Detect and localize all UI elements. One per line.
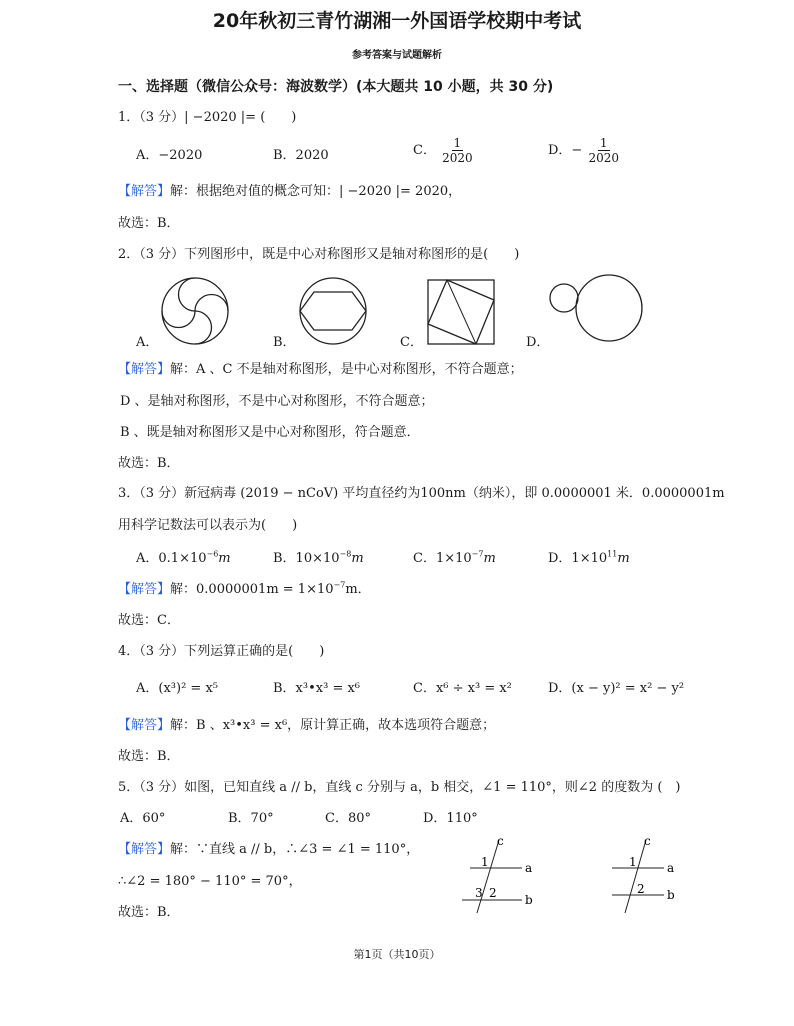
q4-stem: 4．（3 分）下列运算正确的是( )	[118, 644, 325, 659]
q4-explanation: 【解答】解：B 、x³•x³ = x⁶，原计算正确，故本选项符合题意；	[118, 718, 496, 733]
q5-right-label-b: b	[667, 888, 675, 902]
q3-explanation: 【解答】解：$0.0000001m = 1\times 10^{-7}m$．	[118, 580, 371, 597]
q5-option-a: A．60°	[120, 811, 166, 826]
q2-figure-a	[162, 278, 228, 344]
q1-option-c: C． $\frac{1}{2020}$	[413, 136, 473, 165]
answer-tag: 【解答】	[118, 184, 171, 199]
q5-figure-right	[612, 840, 664, 913]
q2-figure-c	[428, 280, 494, 344]
q3-option-a: A．$0.1\times 10^{-6}m$	[136, 549, 231, 566]
q3-option-b: B．$10\times 10^{-8}m$	[273, 549, 364, 566]
q4-option-b: B．x³•x³ = x⁶	[273, 681, 361, 696]
q5-left-label-2: 2	[489, 886, 497, 900]
q1-option-d: D．− $\frac{1}{2020}$	[548, 136, 620, 165]
q2-explanation-3: B 、既是轴对称图形又是中心对称图形，符合题意．	[120, 425, 420, 440]
q2-explanation-1: 【解答】解：A 、C 不是轴对称图形，是中心对称图形，不符合题意；	[118, 362, 523, 377]
answer-tag: 【解答】	[118, 362, 171, 377]
q4-option-c: C．x⁶ ÷ x³ = x²	[413, 681, 512, 696]
answer-tag: 【解答】	[118, 718, 171, 733]
q5-left-label-b: b	[525, 893, 533, 907]
q3-stem-2: 用科学记数法可以表示为( )	[118, 518, 298, 533]
q5-option-c: C．80°	[325, 811, 371, 826]
answer-tag: 【解答】	[118, 842, 171, 857]
q2-explanation-2: D 、是轴对称图形，不是中心对称图形，不符合题意；	[120, 394, 434, 409]
q3-choice: 故选：C．	[118, 613, 180, 628]
q1-option-a: A．−2020	[136, 148, 203, 163]
q3-stem-1: 3．（3 分）新冠病毒 (2019 − nCoV) 平均直径约为100nm（纳米），即 0.0000001 米．0.0000001m	[118, 486, 725, 501]
q5-left-label-3: 3	[475, 886, 483, 900]
q5-figure-left	[462, 840, 522, 913]
q1-option-b: B．2020	[273, 148, 329, 163]
q4-option-d: D．(x − y)² = x² − y²	[548, 681, 685, 696]
q5-stem: 5．（3 分）如图，已知直线 a // b，直线 c 分别与 a，b 相交，∠1 = 110°，则∠2 的度数为 ( )	[118, 780, 681, 795]
q5-explanation-1: 【解答】解：∵直线 a // b，∴∠3 = ∠1 = 110°，	[118, 842, 420, 857]
q1-explanation: 【解答】解：根据绝对值的概念可知：| −2020 |= 2020，	[118, 184, 462, 199]
q2-label-d: D．	[526, 335, 550, 350]
q5-left-label-c: c	[497, 834, 504, 848]
q5-right-label-a: a	[667, 861, 675, 875]
q5-option-b: B．70°	[228, 811, 274, 826]
q5-option-d: D．110°	[423, 811, 478, 826]
q5-figures	[0, 835, 794, 915]
q2-label-a: A．	[136, 335, 159, 350]
q2-stem: 2．（3 分）下列图形中，既是中心对称图形又是轴对称图形的是( )	[118, 247, 520, 262]
q2-figure-b	[300, 278, 366, 344]
q2-label-b: B．	[273, 335, 296, 350]
q3-option-c: C．$1\times 10^{-7}m$	[413, 549, 496, 566]
page-footer: 第1页（共10页）	[353, 948, 441, 961]
q4-choice: 故选：B．	[118, 749, 180, 764]
q5-right-label-c: c	[644, 834, 651, 848]
q3-option-d: D．$1\times 10^{11}m$	[548, 549, 630, 566]
q2-choice: 故选：B．	[118, 456, 180, 471]
q2-figure-d	[550, 275, 642, 341]
q5-choice: 故选：B．	[118, 905, 180, 920]
q5-right-label-1: 1	[629, 855, 637, 869]
q5-left-label-1: 1	[481, 855, 489, 869]
q1-choice: 故选：B．	[118, 216, 180, 231]
q5-explanation-2: ∴∠2 = 180° − 110° = 70°，	[118, 874, 302, 889]
q2-label-c: C．	[400, 335, 423, 350]
section-heading: 一、选择题（微信公众号：海波数学）(本大题共 10 小题，共 30 分)	[118, 79, 554, 95]
q5-right-label-2: 2	[637, 882, 645, 896]
q1-stem: 1．（3 分）| −2020 |= ( )	[118, 110, 297, 125]
q5-left-label-a: a	[525, 861, 533, 875]
page-subtitle: 参考答案与试题解析	[352, 50, 442, 61]
page-title: 20年秋初三青竹湖湘一外国语学校期中考试	[212, 10, 582, 32]
q4-option-a: A．(x³)² = x⁵	[136, 681, 218, 696]
answer-tag: 【解答】	[118, 582, 171, 597]
